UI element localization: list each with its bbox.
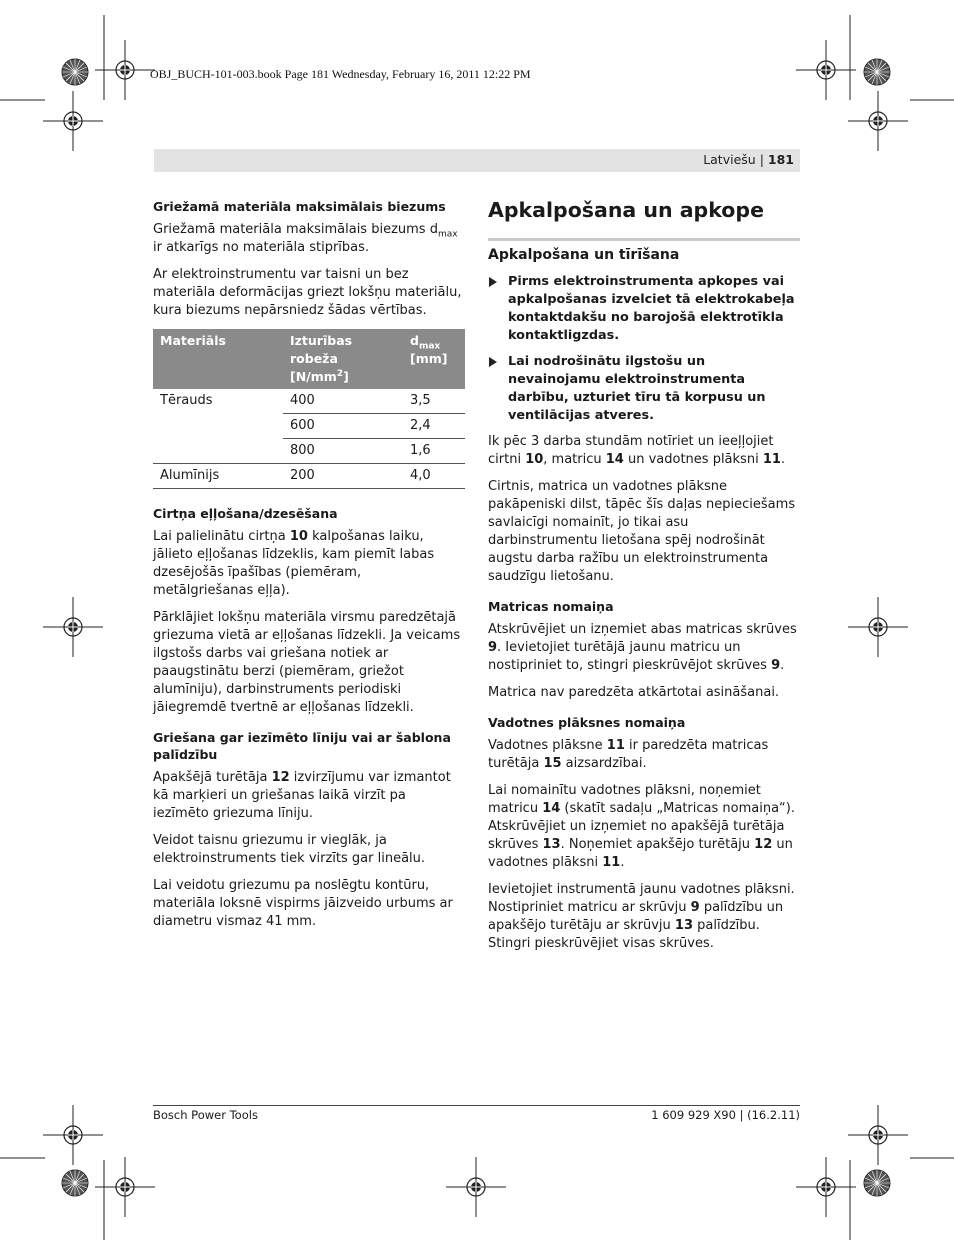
para-thickness: Griežamā materiāla maksimālais biezums $d_{max}$ ir atkarīgs no materiāla stiprības. xyxy=(153,222,458,255)
table-row xyxy=(153,389,465,414)
footer-doc-number: 1 609 929 X90 | (16.2.11) xyxy=(651,1108,800,1122)
para-guide-1: Vadotnes plāksne 11 ir paredzēta matricas turētāja 15 aizsardzībai. xyxy=(488,738,769,771)
left-column xyxy=(153,198,465,940)
th-strength: Izturības robeža $[N/mm^2]$ xyxy=(283,329,403,389)
triangle-bullet-icon xyxy=(489,357,497,367)
cell-strength: 200 xyxy=(283,464,403,489)
bullet-warning-2: Lai nodrošinātu ilgstošu un nevainojamu elektroinstrumenta darbību, uzturiet tīru tā korpusu un ventilācijas atveres. xyxy=(488,353,800,425)
header-language: Latviešu xyxy=(703,152,756,167)
cell-strength: 600 xyxy=(283,414,403,439)
cell-material xyxy=(153,439,283,464)
para-guide-3: Ievietojiet instrumentā jaunu vadotnes plāksni. Nostipriniet matricu ar skrūvju 9 palīdzību un apakšējo turētāju ar skrūvju 13 palīdzību. Stingri pieskrūvējiet visas skrūves. xyxy=(488,882,795,951)
cell-dmax: 4,0 xyxy=(403,464,465,489)
cell-strength: 800 xyxy=(283,439,403,464)
heading-cutting-line: Griešana gar iezīmēto līniju vai ar šablona palīdzību xyxy=(153,730,451,762)
right-column xyxy=(488,198,800,962)
para-deformation: Ar elektroinstrumentu var taisni un bez materiāla deformācijas griezt lokšņu materiālu, kura biezums nepārsniedz šādas vērtības. xyxy=(153,267,462,318)
bullet-warning-1: Pirms elektroinstrumenta apkopes vai apkalpošanas izvelciet tā elektrokabeļa kontaktdakšu no barojošā elektrotīkla kontaktligzdas. xyxy=(488,273,800,345)
header-separator: | xyxy=(759,152,764,167)
cell-material: Tērauds xyxy=(160,393,213,409)
cell-dmax: 3,5 xyxy=(403,389,465,414)
cell-dmax: 2,4 xyxy=(403,414,465,439)
para-lube-1: Lai palielinātu cirtņa 10 kalpošanas laiku, jālieto eļļošanas līdzeklis, kam piemīt labas dzesējošās īpašības (piemēram, metālgriešanas eļļa). xyxy=(153,529,435,598)
para-lube-2: Pārklājiet lokšņu materiāla virsmu paredzētajā griezuma vietā ar eļļošanas līdzekli. Ja veicams ilgstošs darbs vai griešana notiek ar paaugstinātu berzi (piemēram, griežot alumīniju), darbinstruments periodiski jāiegremdē tvertnē ar eļļošanas līdzekli. xyxy=(153,610,461,715)
page-number: 181 xyxy=(767,152,794,167)
para-cleaning-1: Ik pēc 3 darba stundām notīriet un ieeļļojiet cirtni 10, matricu 14 un vadotnes plāksni 11. xyxy=(488,434,786,467)
th-material: Materiāls xyxy=(153,329,283,389)
table-row xyxy=(153,414,465,439)
book-info-line: OBJ_BUCH-101-003.book Page 181 Wednesday, February 16, 2011 12:22 PM xyxy=(150,67,531,81)
cell-material: Alumīnijs xyxy=(153,464,283,489)
table-header-row xyxy=(153,329,465,389)
para-matrix-1: Atskrūvējiet un izņemiet abas matricas skrūves 9. Ievietojiet turētājā jaunu matricu un nostipriniet to, stingri pieskrūvējot skrūves 9. xyxy=(488,622,797,673)
running-header xyxy=(703,152,794,167)
cell-material xyxy=(153,414,283,439)
heading-lubrication: Cirtņa eļļošana/dzesēšana xyxy=(153,506,338,521)
para-line-2: Veidot taisnu griezumu ir vieglāk, ja elektroinstruments tiek virzīts gar lineālu. xyxy=(153,833,426,866)
footer-brand: Bosch Power Tools xyxy=(153,1108,258,1122)
section-rule xyxy=(488,238,800,241)
para-matrix-2: Matrica nav paredzēta atkārtotai asināšanai. xyxy=(488,685,780,700)
footer-rule xyxy=(153,1105,800,1106)
cell-strength: 400 xyxy=(283,389,403,414)
table-row xyxy=(153,439,465,464)
cell-dmax: 1,6 xyxy=(403,439,465,464)
heading-max-thickness: Griežamā materiāla maksimālais biezums xyxy=(153,199,446,214)
table-row xyxy=(153,464,465,489)
th-dmax: $d_{max}$ [mm] xyxy=(403,329,465,389)
para-line-1: Apakšējā turētāja 12 izvirzījumu var izmantot kā marķieri un griešanas laikā virzīt pa iezīmēto griezuma līniju. xyxy=(153,770,451,821)
para-guide-2: Lai nomainītu vadotnes plāksni, noņemiet matricu 14 (skatīt sadaļu „Matricas nomaiņa“). Atskrūvējiet un izņemiet no apakšējā turētāja skrūves 13. Noņemiet apakšējo turētāju 12 un vadotnes plāksni 11. xyxy=(488,783,795,870)
heading-matrix-replacement: Matricas nomaiņa xyxy=(488,599,614,614)
para-cleaning-2: Cirtnis, matrica un vadotnes plāksne pakāpeniski dilst, tāpēc šīs daļas nepieciešams savlaicīgi nomainīt, jo tikai asu darbinstrumentu lietošana spēj nodrošināt augstu darba ražību un elektroinstrumenta saudzīgu lietošanu. xyxy=(488,479,796,584)
material-table xyxy=(153,329,465,489)
para-line-3: Lai veidotu griezumu pa noslēgtu kontūru, materiāla loksnē vispirms jāizveido urbums ar diametru vismaz 41 mm. xyxy=(153,878,453,929)
section-title: Apkalpošana un apkope xyxy=(488,198,764,222)
subsection-title: Apkalpošana un tīrīšana xyxy=(488,247,680,263)
triangle-bullet-icon xyxy=(489,277,497,287)
heading-guide-plate: Vadotnes plāksnes nomaiņa xyxy=(488,715,686,730)
